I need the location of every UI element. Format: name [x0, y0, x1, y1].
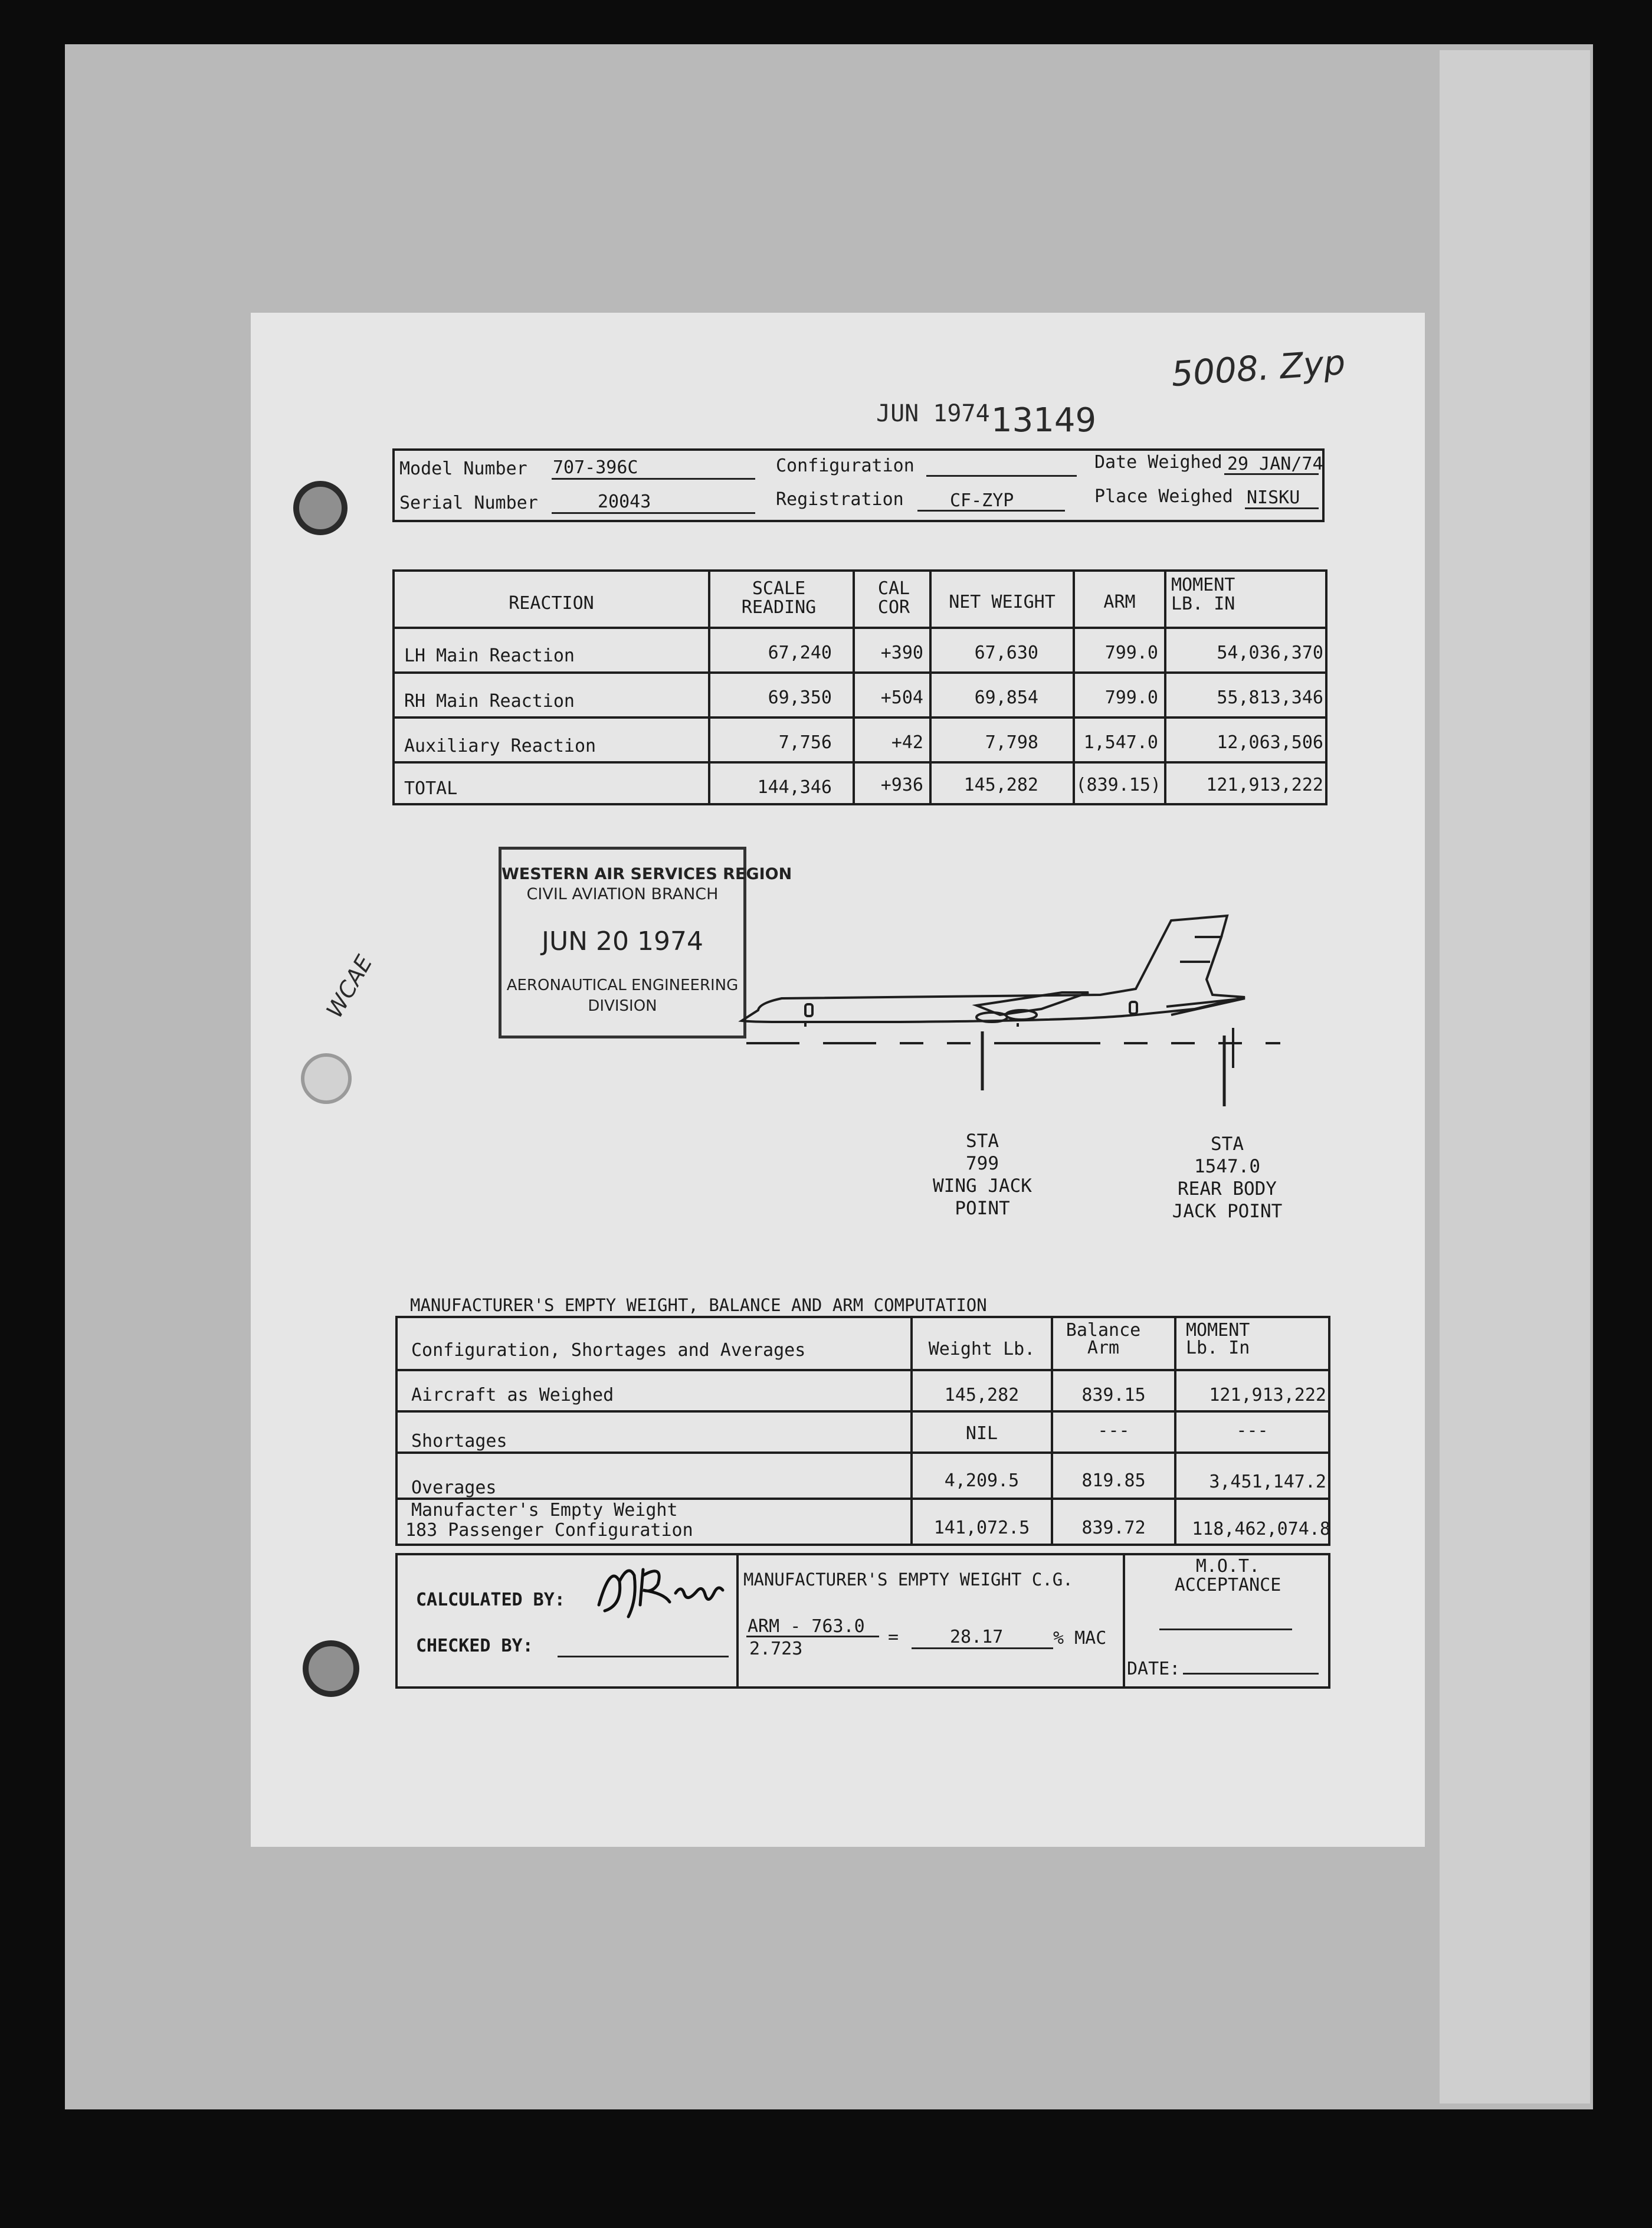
total-arm: (839.15): [1076, 775, 1161, 795]
wing-sta-value: 799: [966, 1153, 999, 1174]
cal-cor-cell: +504: [880, 687, 923, 708]
handwritten-margin-note: WCAE: [321, 951, 378, 1023]
rear-sta-label: STA: [1211, 1133, 1244, 1155]
calculated-by-label: CALCULATED BY:: [416, 1590, 565, 1610]
wing-jack-label: WING JACK: [933, 1175, 1032, 1197]
rear-body-jack-point-label: [1159, 1133, 1295, 1223]
cg-fraction-bar: [746, 1636, 879, 1637]
date-weighed-label: Date Weighed: [1094, 452, 1222, 473]
mot-label: M.O.T.: [1195, 1556, 1260, 1577]
stamp-region-line: WESTERN AIR SERVICES REGION: [502, 865, 792, 883]
ew-row-label-line1: Manufacter's Empty Weight: [411, 1500, 678, 1521]
configuration-label: Configuration: [776, 456, 914, 476]
reaction-row-label: Auxiliary Reaction: [404, 736, 596, 756]
weight-balance-sheet: [251, 313, 1425, 1847]
rear-body-jack-point-leader: [1221, 1036, 1227, 1106]
date-received-stamp: JUN 1974: [876, 400, 990, 427]
moment-cell: 54,036,370: [1217, 643, 1323, 663]
mot-signature-line: [1159, 1629, 1292, 1630]
scale-reading-cell: 7,756: [778, 732, 832, 753]
ew-row-divider: [395, 1369, 1330, 1371]
registration-value: CF-ZYP: [950, 490, 1014, 511]
total-scale-reading: 144,346: [757, 777, 832, 798]
ew-row-divider: [395, 1452, 1330, 1454]
punch-hole-bottom: [303, 1640, 359, 1697]
handwritten-reference: 5008. Zyp: [1169, 342, 1347, 395]
ew-moment-cell: 121,913,222: [1209, 1385, 1326, 1405]
cal-cor-cell: +42: [891, 732, 923, 753]
place-weighed-line: [1245, 507, 1319, 509]
ew-moment-cell: 118,462,074.8: [1192, 1519, 1330, 1539]
place-weighed-label: Place Weighed: [1094, 486, 1233, 507]
ew-weight-cell: NIL: [965, 1423, 998, 1444]
wing-point-label: POINT: [955, 1198, 1010, 1219]
reaction-row-label: RH Main Reaction: [404, 691, 575, 712]
cg-value: 28.17: [950, 1627, 1004, 1647]
punch-hole-middle: [301, 1053, 352, 1104]
mot-acceptance-label: ACCEPTANCE: [1174, 1575, 1281, 1595]
ew-row-label: Shortages: [411, 1431, 507, 1452]
cg-equals: =: [888, 1627, 899, 1647]
total-row-label: TOTAL: [404, 778, 458, 799]
ew-row-label: Aircraft as Weighed: [411, 1385, 614, 1405]
cg-unit: % MAC: [1053, 1628, 1107, 1649]
footer-divider: [736, 1553, 739, 1689]
cal-cor-cell: +390: [880, 643, 923, 663]
checked-by-label: CHECKED BY:: [416, 1636, 533, 1656]
scale-reading-cell: 67,240: [768, 643, 832, 663]
reaction-col-divider: [1164, 569, 1166, 805]
scale-reading-cell: 69,350: [768, 687, 832, 708]
total-cal-cor: +936: [880, 775, 923, 795]
serial-number-value: 20043: [598, 492, 651, 512]
total-moment: 121,913,222: [1206, 775, 1323, 795]
ew-weight-cell: 141,072.5: [933, 1518, 1030, 1538]
serial-number-label: Serial Number: [399, 493, 538, 513]
checked-by-line: [558, 1656, 729, 1657]
model-number-label: Model Number: [399, 458, 527, 479]
model-number-line: [552, 478, 755, 480]
date-weighed-value: 29 JAN/74: [1227, 454, 1323, 474]
cg-numerator: ARM - 763.0: [748, 1616, 865, 1637]
arm-cell: 1,547.0: [1083, 732, 1158, 753]
net-weight-header: NET WEIGHT: [949, 592, 1056, 612]
stamp-division-line: DIVISION: [588, 997, 657, 1015]
ew-balance-arm-header: Balance Arm: [1066, 1320, 1141, 1358]
reaction-row-divider: [392, 627, 1328, 629]
calculated-by-signature: [587, 1558, 729, 1623]
ew-moment-header: MOMENT Lb. In: [1186, 1320, 1250, 1358]
moment-header: MOMENT LB. IN: [1171, 575, 1235, 614]
net-weight-cell: 69,854: [974, 687, 1038, 708]
cg-value-line: [912, 1647, 1053, 1649]
stamp-date: JUN 20 1974: [541, 926, 704, 956]
registration-label: Registration: [776, 489, 904, 510]
ew-row-divider: [395, 1410, 1330, 1413]
cal-cor-header: CAL COR: [877, 578, 910, 618]
ew-config-header: Configuration, Shortages and Averages: [411, 1340, 806, 1361]
net-weight-cell: 67,630: [974, 643, 1038, 663]
cg-title: MANUFACTURER'S EMPTY WEIGHT C.G.: [743, 1570, 1073, 1590]
scale-reading-header: SCALE READING: [741, 578, 817, 618]
ew-arm-cell: 839.72: [1081, 1518, 1146, 1538]
reaction-col-divider: [708, 569, 710, 805]
total-net-weight: 145,282: [963, 775, 1038, 795]
reaction-row-divider: [392, 716, 1328, 719]
reaction-col-divider: [853, 569, 855, 805]
wing-jack-point-label: [923, 1130, 1041, 1220]
stamp-engineering-line: AERONAUTICAL ENGINEERING: [506, 977, 739, 994]
ew-weight-cell: 145,282: [944, 1385, 1020, 1405]
place-weighed-value: NISKU: [1247, 487, 1300, 508]
reaction-row-label: LH Main Reaction: [404, 646, 575, 666]
rear-sta-value: 1547.0: [1194, 1156, 1260, 1177]
registration-line: [917, 510, 1065, 512]
ew-row-label: Overages: [411, 1477, 497, 1498]
ew-row-label-line2: 183 Passenger Configuration: [405, 1520, 693, 1541]
cg-denominator: 2.723: [749, 1639, 803, 1659]
arm-cell: 799.0: [1104, 643, 1158, 663]
mot-date-line: [1183, 1673, 1319, 1675]
ew-arm-cell: 839.15: [1081, 1385, 1146, 1405]
serial-number-line: [552, 512, 755, 514]
ew-arm-cell: 819.85: [1081, 1470, 1146, 1491]
ew-moment-cell: ---: [1236, 1420, 1268, 1441]
reaction-header: REACTION: [509, 593, 594, 614]
punch-hole-top: [293, 481, 348, 535]
reaction-row-divider: [392, 761, 1328, 764]
moment-cell: 12,063,506: [1217, 732, 1323, 753]
aircraft-side-view-diagram: [723, 873, 1313, 1027]
mount-board-edge: [1440, 50, 1590, 2104]
rear-jack-point-label: JACK POINT: [1172, 1201, 1283, 1222]
reaction-row-divider: [392, 671, 1328, 674]
empty-weight-title: MANUFACTURER'S EMPTY WEIGHT, BALANCE AND ARM COMPUTATION: [410, 1295, 987, 1315]
mot-date-label: DATE:: [1127, 1659, 1181, 1679]
ew-weight-header: Weight Lb.: [928, 1339, 1035, 1359]
stamp-branch-line: CIVIL AVIATION BRANCH: [526, 885, 719, 903]
wing-sta-label: STA: [966, 1131, 999, 1152]
civil-aviation-received-stamp: [499, 847, 792, 1038]
wing-jack-point-leader: [979, 1031, 985, 1090]
arm-header: ARM: [1103, 592, 1136, 612]
moment-cell: 55,813,346: [1217, 687, 1323, 708]
handwritten-file-number: 13149: [991, 401, 1097, 440]
model-number-value: 707-396C: [553, 457, 638, 478]
date-weighed-line: [1224, 473, 1319, 475]
arm-cell: 799.0: [1104, 687, 1158, 708]
ew-moment-cell: 3,451,147.2: [1209, 1472, 1326, 1492]
configuration-line: [926, 475, 1077, 477]
rear-body-label: REAR BODY: [1178, 1178, 1277, 1200]
ew-arm-cell: ---: [1097, 1420, 1130, 1441]
net-weight-cell: 7,798: [985, 732, 1038, 753]
ew-weight-cell: 4,209.5: [944, 1470, 1020, 1491]
